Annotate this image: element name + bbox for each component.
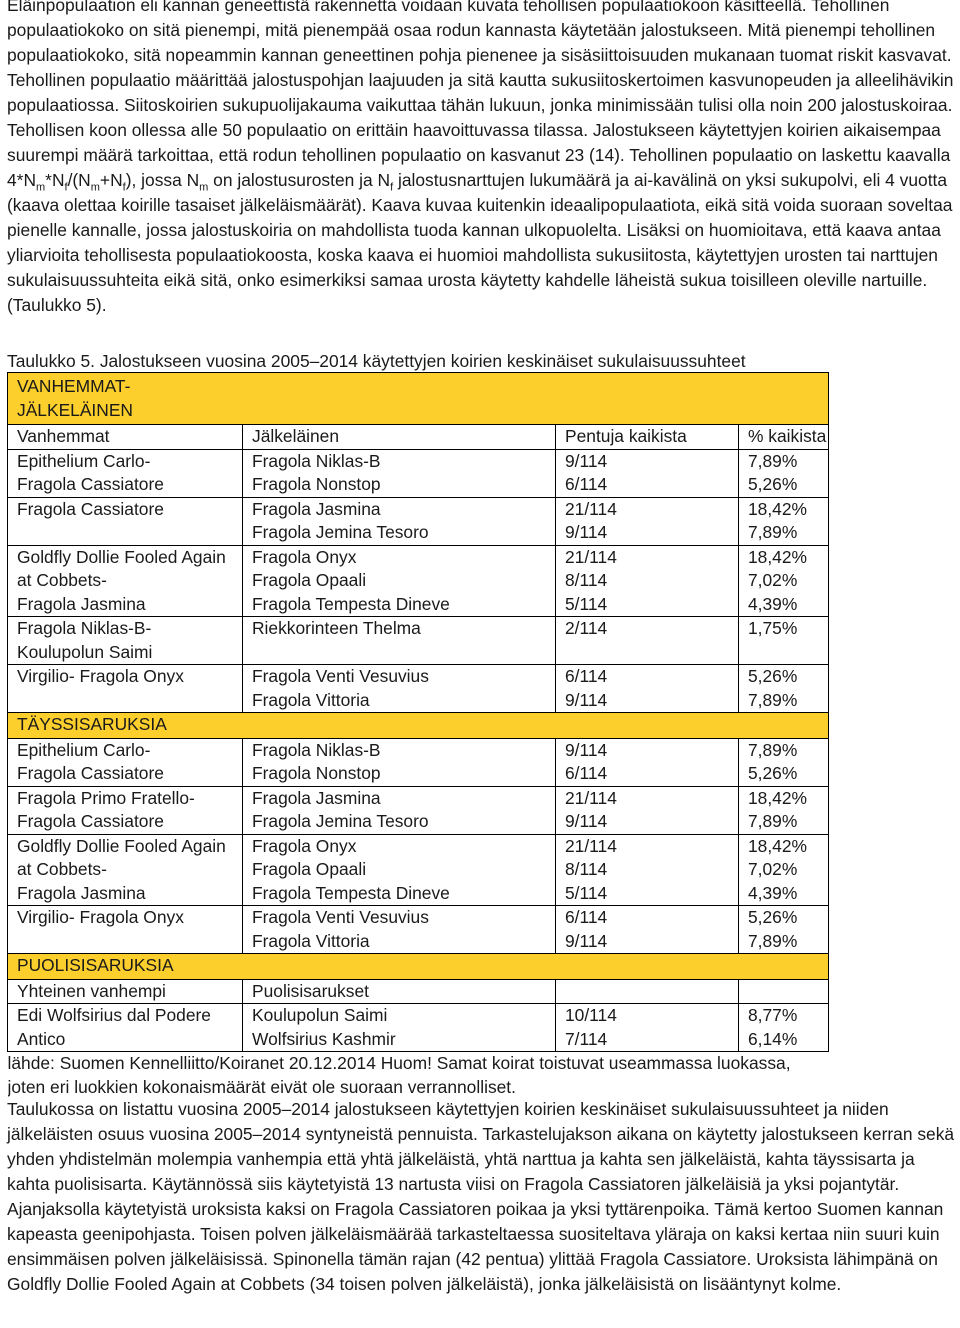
column-header: % kaikista <box>739 425 829 450</box>
cell-line: 4,39% <box>748 882 798 903</box>
offspring-cell <box>243 545 556 617</box>
litter-count-cell <box>556 738 739 786</box>
cell-line: 18,42% <box>748 835 807 856</box>
litter-count-cell <box>556 617 739 665</box>
litter-count-cell <box>556 906 739 954</box>
cell-line: Fragola Venti Vesuvius <box>252 666 429 686</box>
cell-line: Fragola Jemina Tesoro <box>252 522 429 542</box>
parents-cell <box>8 906 243 954</box>
parents-cell <box>8 1004 243 1052</box>
offspring-cell <box>243 834 556 906</box>
section-title-full-siblings: TÄYSSISARUKSIA <box>8 713 829 739</box>
cell-line: Virgilio- Fragola Onyx <box>17 907 184 927</box>
offspring-cell <box>243 449 556 497</box>
cell-line: Riekkorinteen Thelma <box>252 618 421 638</box>
litter-count-cell <box>556 665 739 713</box>
cell-line: 6,14% <box>748 1028 798 1049</box>
cell-line: 7,02% <box>748 859 798 879</box>
table-row <box>8 906 829 954</box>
cell-line: Fragola Jasmina <box>252 498 381 519</box>
table-caption-label: Taulukko 5. <box>7 351 100 371</box>
cell-line: Fragola Jasmina <box>17 882 146 903</box>
parents-cell <box>8 617 243 665</box>
column-header: Pentuja kaikista <box>556 425 739 450</box>
cell-line: Fragola Vittoria <box>252 930 370 951</box>
offspring-cell <box>243 617 556 665</box>
intro-text-1: Eläinpopulaation eli kannan geneettistä rakennetta voidaan kuvata tehollisen populaatiokoon käsitteellä. Tehollinen populaatiokoko on sitä pienempi, mitä pienempää osaa rodun kannasta käytetään jalostukseen. Mitä pienempi tehollinen populaatiokoko, sitä nopeammin kannan geneettinen pohja pienenee ja sisäsiittoisuuden mukanaan tuomat riskit kasvavat. Tehollinen populaatio määrittää jalostuspohjan laajuuden ja sitä kautta sukusiitoskertoimen kasvunopeuden ja alleelihävikin populaatiossa. Siitoskoirien sukupuolijakauma vaikuttaa tähän lukuun, jonka minimissään tulisi olla noin 200 jalostuskoiraa. Tehollisen koon ollessa alle 50 populaatio on erittäin haavoittuvassa tilassa. Jalostukseen käytettyjen koirien aikaisempaa suurempi määrä tarkoittaa, että rodun tehollinen populaatio on kasvanut 23 (14). Tehollinen populaatio on laskettu kaavalla <box>7 0 954 165</box>
litter-count-cell <box>556 497 739 545</box>
table-caption-text: Jalostukseen vuosina 2005–2014 käytettyjen koirien keskinäiset sukulaisuussuhteet <box>99 351 746 371</box>
litter-count-cell <box>556 449 739 497</box>
column-header <box>739 979 829 1004</box>
cell-line: Fragola Onyx <box>252 546 357 567</box>
cell-line: 6/114 <box>565 474 608 494</box>
cell-line: 7,02% <box>748 570 798 590</box>
formula-part: +N <box>99 170 123 190</box>
section-title-parents-offspring <box>8 373 829 425</box>
cell-line: 8/114 <box>565 859 608 879</box>
cell-line: Antico <box>17 1028 66 1049</box>
cell-line: 7,89% <box>748 930 798 951</box>
cell-line: Fragola Opaali <box>252 859 367 879</box>
parents-cell <box>8 497 243 545</box>
cell-line: 6/114 <box>565 666 608 686</box>
table-header-row <box>8 979 829 1004</box>
section-half-siblings <box>8 1004 829 1052</box>
column-header <box>556 979 739 1004</box>
cell-line: at Cobbets- <box>17 859 107 879</box>
cell-line: Epithelium Carlo- <box>17 739 151 760</box>
cell-line: 10/114 <box>565 1005 617 1025</box>
formula-sub: m <box>90 181 100 194</box>
percent-cell <box>739 1004 829 1052</box>
cell-line: Fragola Niklas-B- <box>17 618 152 638</box>
formula-sub: f <box>64 181 68 194</box>
parents-cell <box>8 665 243 713</box>
table-row <box>8 786 829 834</box>
column-header: Vanhemmat <box>8 425 243 450</box>
percent-cell <box>739 738 829 786</box>
cell-line: Wolfsirius Kashmir <box>252 1028 396 1049</box>
table-row <box>8 497 829 545</box>
cell-line: 21/114 <box>565 546 617 567</box>
section-title-line: VANHEMMAT- <box>17 376 131 396</box>
cell-line: 18,42% <box>748 546 807 567</box>
intro-text-2: jalostusnarttujen lukumäärä ja ai-kavälinä on yksi sukupolvi, eli 4 vuotta (kaava olettaa koirille tasaiset jälkeläismäärät). Kaava kuvaa kuitenkin ideaalipopulaatiota, eikä sitä voida suoraan soveltaa pienelle kannalle, jossa jalostuskoiria on mahdollista tuoda kannan ulkopuolelta. Lisäksi on huomioitava, että kaava antaa yliarvioita tehollisesta populaatiokoosta, koska kaava ei huomioi mahdollista sukusiitosta, käytettyjen urosten tai narttujen sukulaisuussuhteita eikä sitä, onko esimerkiksi samaa urosta käytetty kahdelle läheistä sukua toisilleen oleville nartuille. (Taulukko 5). <box>7 170 953 315</box>
percent-cell <box>739 497 829 545</box>
cell-line: 9/114 <box>565 739 608 760</box>
formula-part: /(N <box>67 170 91 190</box>
formula-part: *N <box>45 170 65 190</box>
offspring-cell <box>243 497 556 545</box>
formula-sub: m <box>36 181 46 194</box>
cell-line: Fragola Jasmina <box>17 593 146 614</box>
cell-line: 21/114 <box>565 498 617 519</box>
table-header-row <box>8 425 829 450</box>
cell-line: 9/114 <box>565 450 608 471</box>
cell-line: 6/114 <box>565 763 608 783</box>
cell-line: 9/114 <box>565 689 608 710</box>
cell-line: 18,42% <box>748 498 807 519</box>
litter-count-cell <box>556 1004 739 1052</box>
cell-line: Fragola Tempesta Dineve <box>252 593 450 614</box>
parents-cell <box>8 834 243 906</box>
offspring-cell <box>243 1004 556 1052</box>
table-caption <box>7 349 746 374</box>
cell-line: 21/114 <box>565 835 617 856</box>
cell-line: 5,26% <box>748 763 798 783</box>
cell-line: Goldfly Dollie Fooled Again <box>17 546 226 567</box>
formula-part: ), jossa N <box>125 170 200 190</box>
cell-line: 5/114 <box>565 882 608 903</box>
formula-part: on jalostusurosten ja N <box>208 170 391 190</box>
cell-line: Fragola Onyx <box>252 835 357 856</box>
cell-line: Fragola Opaali <box>252 570 367 590</box>
cell-line: 6/114 <box>565 907 608 927</box>
section-header-row <box>8 373 829 425</box>
cell-line: 9/114 <box>565 811 608 831</box>
offspring-cell <box>243 665 556 713</box>
cell-line: 7,89% <box>748 811 798 831</box>
cell-line: Fragola Cassiatore <box>17 763 164 783</box>
table-row <box>8 665 829 713</box>
cell-line: 7,89% <box>748 689 798 710</box>
offspring-cell <box>243 738 556 786</box>
cell-line: Epithelium Carlo- <box>17 450 151 471</box>
cell-line: Virgilio- Fragola Onyx <box>17 666 184 686</box>
formula-part: 4*N <box>7 170 36 190</box>
cell-line: 8,77% <box>748 1005 798 1025</box>
cell-line: Fragola Cassiatore <box>17 474 164 494</box>
cell-line: 18,42% <box>748 787 807 808</box>
parents-cell <box>8 786 243 834</box>
cell-line: Fragola Nonstop <box>252 474 381 494</box>
litter-count-cell <box>556 545 739 617</box>
relationship-table <box>7 372 829 1099</box>
percent-cell <box>739 665 829 713</box>
cell-line: 9/114 <box>565 522 608 542</box>
cell-line: 7/114 <box>565 1028 608 1049</box>
cell-line: 4,39% <box>748 593 798 614</box>
table-row <box>8 617 829 665</box>
cell-line: Fragola Niklas-B <box>252 450 381 471</box>
cell-line: 9/114 <box>565 930 608 951</box>
cell-line: 8/114 <box>565 570 608 590</box>
cell-line: Edi Wolfsirius dal Podere <box>17 1005 211 1025</box>
cell-line: 2/114 <box>565 618 608 638</box>
table-row <box>8 738 829 786</box>
analysis-paragraph: Taulukossa on listattu vuosina 2005–2014 jalostukseen käytettyjen koirien keskinäiset sukulaisuussuhteet ja niiden jälkeläisten osuus vuosina 2005–2014 syntyneistä pennuista. Tarkastelujakson aikana on käytetty jalostukseen kerran sekä yhden yhdistelmän molempia vanhempia että yhtä jälkeläistä, yhtä narttua ja kahta sen jälkeläistä, kahta täyssisarta ja kahta puolisisarta. Käytännössä siis käytetyistä 13 nartusta viisi on Fragola Cassiatoren jälkeläisiä ja yksi pojantytär. Ajanjaksolla käytetyistä uroksista kaksi on Fragola Cassiatoren poikaa ja yksi tyttärenpoika. Tämä kertoo Suomen kannan kapeasta geenipohjasta. Toisen polven jälkeläismäärää tarkasteltaessa suositeltava yläraja on kaksi kertaa niin suuri kuin ensimmäisen polven jälkeläisissä. Spinonella tämän rajan (42 pentua) ylittää Fragola Cassiatore. Uroksista lähimpänä on Goldfly Dollie Fooled Again at Cobbets (34 toisen polven jälkeläistä), jonka jälkeläisistä on lisääntynyt kolme. <box>7 1099 955 1294</box>
cell-line: 5,26% <box>748 666 798 686</box>
section-header-row <box>8 954 829 980</box>
offspring-cell <box>243 906 556 954</box>
table-source-row <box>8 1052 829 1100</box>
percent-cell <box>739 545 829 617</box>
column-header: Puolisisarukset <box>243 979 556 1004</box>
section-title-line: JÄLKELÄINEN <box>17 399 133 420</box>
percent-cell <box>739 906 829 954</box>
column-header: Jälkeläinen <box>243 425 556 450</box>
cell-line: 5/114 <box>565 593 608 614</box>
table-source-note: lähde: Suomen Kennelliitto/Koiranet 20.12.2014 Huom! Samat koirat toistuvat useammassa luokassa, joten eri luokkien kokonaismäärät eivät ole suoraan verrannolliset. <box>8 1052 829 1100</box>
formula-sub: f <box>122 181 126 194</box>
cell-line: 1,75% <box>748 618 798 638</box>
section-parents-offspring <box>8 449 829 713</box>
cell-line: Fragola Niklas-B <box>252 739 381 760</box>
cell-line: Fragola Vittoria <box>252 689 370 710</box>
percent-cell <box>739 617 829 665</box>
cell-line: Fragola Jemina Tesoro <box>252 811 429 831</box>
cell-line: at Cobbets- <box>17 570 107 590</box>
parents-cell <box>8 449 243 497</box>
cell-line: 21/114 <box>565 787 617 808</box>
litter-count-cell <box>556 786 739 834</box>
section-full-siblings <box>8 738 829 954</box>
section-title-half-siblings: PUOLISISARUKSIA <box>8 954 829 980</box>
section-header-row <box>8 713 829 739</box>
cell-line: 7,89% <box>748 522 798 542</box>
cell-line: Fragola Cassiatore <box>17 811 164 831</box>
cell-line: Fragola Jasmina <box>252 787 381 808</box>
cell-line: Fragola Nonstop <box>252 763 381 783</box>
offspring-cell <box>243 786 556 834</box>
cell-line: Fragola Tempesta Dineve <box>252 882 450 903</box>
parents-cell <box>8 738 243 786</box>
percent-cell <box>739 786 829 834</box>
table-row <box>8 834 829 906</box>
formula-sub: m <box>199 181 209 194</box>
table-row <box>8 545 829 617</box>
percent-cell <box>739 834 829 906</box>
cell-line: 5,26% <box>748 474 798 494</box>
table-row <box>8 449 829 497</box>
litter-count-cell <box>556 834 739 906</box>
formula-sub: f <box>390 181 394 194</box>
cell-line: 5,26% <box>748 907 798 927</box>
cell-line: Fragola Venti Vesuvius <box>252 907 429 927</box>
table-row <box>8 1004 829 1052</box>
cell-line: 7,89% <box>748 450 798 471</box>
cell-line: Koulupolun Saimi <box>252 1005 388 1025</box>
percent-cell <box>739 449 829 497</box>
parents-cell <box>8 545 243 617</box>
cell-line: Goldfly Dollie Fooled Again <box>17 835 226 856</box>
intro-paragraph <box>7 0 955 318</box>
cell-line: Fragola Cassiatore <box>17 498 164 519</box>
cell-line: 7,89% <box>748 739 798 760</box>
column-header: Yhteinen vanhempi <box>8 979 243 1004</box>
cell-line: Fragola Primo Fratello- <box>17 787 195 808</box>
cell-line: Koulupolun Saimi <box>17 641 153 662</box>
